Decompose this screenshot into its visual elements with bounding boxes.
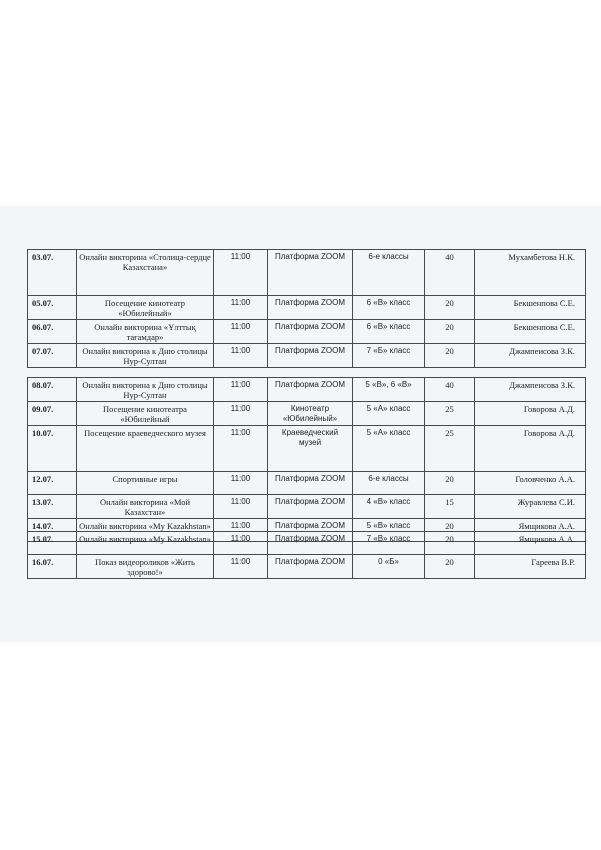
table-row	[28, 555, 586, 579]
table-row	[28, 344, 586, 368]
event-cell: Спортивные игры	[77, 472, 214, 495]
date-cell: 10.07.	[28, 426, 77, 472]
event-cell: Онлайн викторина к Дню столицы Нур-Султан	[77, 344, 214, 368]
date-cell: 05.07.	[28, 296, 77, 320]
event-cell: Онлайн викторина «My Kazakhstan»	[77, 519, 214, 542]
table-row	[28, 250, 586, 296]
participants-cell: 15	[425, 495, 475, 519]
place-cell: Платформа ZOOM	[268, 320, 353, 344]
date-cell: 13.07.	[28, 495, 77, 519]
time-cell: 11:00	[214, 344, 268, 368]
responsible-cell: Гареева В.Р.	[475, 555, 586, 579]
class-cell: 5 «А» класс	[353, 402, 425, 426]
participants-cell: 25	[425, 426, 475, 472]
class-cell: 6-е классы	[353, 250, 425, 296]
schedule-table-block-1	[27, 249, 586, 368]
table-row	[28, 426, 586, 472]
event-cell: Онлайн викторина к Дню столицы Нур-Султан	[77, 378, 214, 402]
time-cell: 11:00	[214, 296, 268, 320]
table-row	[28, 402, 586, 426]
responsible-cell: Журавлева С.И.	[475, 495, 586, 519]
place-cell: Платформа ZOOM	[268, 378, 353, 402]
class-cell: 5 «А» класс	[353, 426, 425, 472]
date-cell: 16.07.	[28, 555, 77, 579]
place-cell: Платформа ZOOM	[268, 296, 353, 320]
time-cell: 11:00	[214, 472, 268, 495]
participants-cell: 20	[425, 532, 475, 555]
date-cell: 08.07.	[28, 378, 77, 402]
place-cell: Платформа ZOOM	[268, 472, 353, 495]
class-cell: 4 «В» класс	[353, 495, 425, 519]
place-cell: Платформа ZOOM	[268, 555, 353, 579]
event-cell: Онлайн викторина «Столица-сердце Казахстана»	[77, 250, 214, 296]
date-cell: 03.07.	[28, 250, 77, 296]
table-row	[28, 532, 586, 555]
responsible-cell: Джампеисова З.К.	[475, 344, 586, 368]
responsible-cell: Говорова А.Д.	[475, 402, 586, 426]
participants-cell: 20	[425, 296, 475, 320]
table-row	[28, 320, 586, 344]
class-cell: 6-е классы	[353, 472, 425, 495]
place-cell: Кинотеатр «Юбилейный»	[268, 402, 353, 426]
date-cell: 06.07.	[28, 320, 77, 344]
time-cell: 11:00	[214, 320, 268, 344]
date-cell: 14.07.	[28, 519, 77, 542]
responsible-cell: Бекшенпова С.Е.	[475, 296, 586, 320]
time-cell: 11:00	[214, 378, 268, 402]
date-cell: 09.07.	[28, 402, 77, 426]
class-cell: 7 «В» класс	[353, 532, 425, 555]
class-cell: 5 «В» класс	[353, 519, 425, 542]
responsible-cell: Говорова А.Д.	[475, 426, 586, 472]
responsible-cell: Бекшенпова С.Е.	[475, 320, 586, 344]
place-cell: Платформа ZOOM	[268, 532, 353, 555]
place-cell: Краеведческий музей	[268, 426, 353, 472]
participants-cell: 20	[425, 519, 475, 542]
schedule-table-block-3	[27, 531, 586, 579]
participants-cell: 40	[425, 250, 475, 296]
participants-cell: 20	[425, 344, 475, 368]
class-cell: 7 «Б» класс	[353, 344, 425, 368]
time-cell: 11:00	[214, 532, 268, 555]
event-cell: Показ видеороликов «Жить здорово!»	[77, 555, 214, 579]
date-cell: 07.07.	[28, 344, 77, 368]
table-row	[28, 472, 586, 495]
place-cell: Платформа ZOOM	[268, 519, 353, 542]
participants-cell: 40	[425, 378, 475, 402]
event-cell: Онлайн викторина «Мой Казахстан»	[77, 495, 214, 519]
table-row	[28, 495, 586, 519]
time-cell: 11:00	[214, 555, 268, 579]
place-cell: Платформа ZOOM	[268, 250, 353, 296]
table-row	[28, 378, 586, 402]
event-cell: Посещение кинотеатр «Юбилейный»	[77, 296, 214, 320]
event-cell: Онлайн викторина «My Kazakhstan»	[77, 532, 214, 555]
responsible-cell: Мухамбетова Н.К.	[475, 250, 586, 296]
schedule-table-block-2	[27, 377, 586, 542]
time-cell: 11:00	[214, 250, 268, 296]
date-cell: 15.07.	[28, 532, 77, 555]
time-cell: 11:00	[214, 402, 268, 426]
participants-cell: 20	[425, 320, 475, 344]
participants-cell: 25	[425, 402, 475, 426]
event-cell: Посещение кинотеатра «Юбилейный	[77, 402, 214, 426]
class-cell: 0 «Б»	[353, 555, 425, 579]
responsible-cell: Ямщикова А.А.	[475, 532, 586, 555]
class-cell: 6 «В» класс	[353, 296, 425, 320]
responsible-cell: Ямщикова А.А.	[475, 519, 586, 542]
time-cell: 11:00	[214, 426, 268, 472]
responsible-cell: Джампеисова З.К.	[475, 378, 586, 402]
event-cell: Онлайн викторина «Ұлттық тағамдар»	[77, 320, 214, 344]
time-cell: 11:00	[214, 495, 268, 519]
date-cell: 12.07.	[28, 472, 77, 495]
time-cell: 11:00	[214, 519, 268, 542]
place-cell: Платформа ZOOM	[268, 344, 353, 368]
place-cell: Платформа ZOOM	[268, 495, 353, 519]
class-cell: 6 «В» класс	[353, 320, 425, 344]
event-cell: Посещение краеведческого музея	[77, 426, 214, 472]
participants-cell: 20	[425, 555, 475, 579]
responsible-cell: Головченко А.А.	[475, 472, 586, 495]
class-cell: 5 «В», 6 «В»	[353, 378, 425, 402]
table-row	[28, 296, 586, 320]
participants-cell: 20	[425, 472, 475, 495]
